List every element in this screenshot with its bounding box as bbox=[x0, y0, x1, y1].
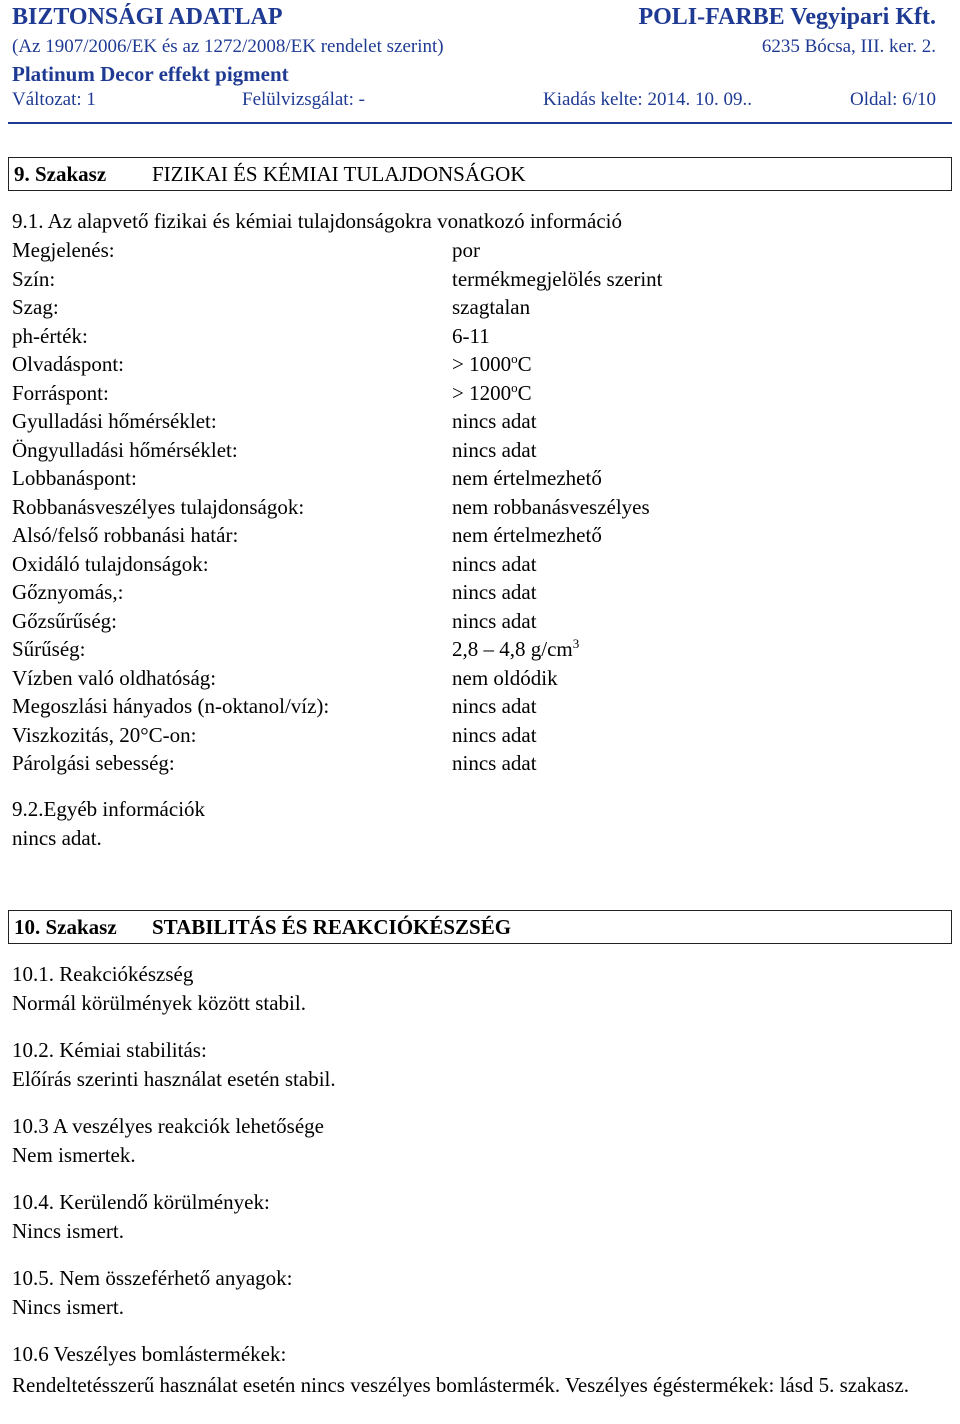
property-row bbox=[12, 694, 952, 722]
property-value bbox=[452, 295, 530, 320]
property-value-text: nem robbanásveszélyes bbox=[452, 494, 650, 519]
property-value-text: 6-11 bbox=[452, 323, 490, 348]
property-label: Gőznyomás,: bbox=[12, 580, 124, 604]
property-value bbox=[452, 723, 537, 748]
property-row bbox=[12, 552, 952, 580]
property-label: Öngyulladási hőmérséklet: bbox=[12, 437, 238, 462]
property-value-text: nem értelmezhető bbox=[452, 523, 602, 547]
section-9-number: 9. Szakasz bbox=[14, 162, 107, 186]
property-value-text: 2,8 – 4,8 g/cm bbox=[452, 637, 573, 661]
property-row bbox=[12, 666, 952, 694]
property-row bbox=[12, 381, 952, 409]
property-label: Megoszlási hányados (n-oktanol/víz): bbox=[12, 694, 330, 718]
property-label: Alsó/felső robbanási határ: bbox=[12, 523, 239, 547]
subsection-10-3-text: Nem ismertek. bbox=[12, 1143, 136, 1167]
property-value-superscript: o bbox=[511, 351, 518, 366]
property-label: Szín: bbox=[12, 266, 56, 291]
property-value-text: nincs adat bbox=[452, 551, 537, 576]
property-row bbox=[12, 609, 952, 637]
property-label: Lobbanáspont: bbox=[12, 466, 137, 490]
property-value-text: termékmegjelölés szerint bbox=[452, 266, 663, 291]
revision-label: Felülvizsgálat: - bbox=[242, 89, 365, 110]
property-label: Sűrűség: bbox=[12, 637, 86, 661]
property-label: Olvadáspont: bbox=[12, 352, 124, 376]
property-value bbox=[452, 694, 537, 719]
subsection-10-4-text: Nincs ismert. bbox=[12, 1219, 124, 1243]
subsection-10-2-text: Előírás szerinti használat esetén stabil. bbox=[12, 1067, 336, 1091]
property-value bbox=[452, 438, 537, 463]
property-value-text: nincs adat bbox=[452, 608, 537, 633]
property-row bbox=[12, 466, 952, 494]
property-row bbox=[12, 495, 952, 523]
product-name: Platinum Decor effekt pigment bbox=[12, 62, 289, 86]
property-label: Viszkozitás, 20°C-on: bbox=[12, 722, 197, 747]
property-value bbox=[452, 552, 537, 577]
property-value bbox=[452, 609, 537, 634]
property-row bbox=[12, 637, 952, 665]
property-value-text: nincs adat bbox=[452, 580, 537, 604]
section-9-title: FIZIKAI ÉS KÉMIAI TULAJDONSÁGOK bbox=[152, 162, 526, 186]
version-label: Változat: 1 bbox=[12, 89, 96, 110]
property-value bbox=[452, 580, 537, 605]
property-label: Oxidáló tulajdonságok: bbox=[12, 551, 209, 576]
company-address: 6235 Bócsa, III. ker. 2. bbox=[761, 36, 936, 57]
section-10-title: STABILITÁS ÉS REAKCIÓKÉSZSÉG bbox=[152, 915, 512, 939]
subsection-10-4-title: 10.4. Kerülendő körülmények: bbox=[12, 1190, 270, 1214]
property-label: Gyulladási hőmérséklet: bbox=[12, 409, 217, 433]
header-divider bbox=[8, 122, 952, 124]
subsection-10-2-title: 10.2. Kémiai stabilitás: bbox=[12, 1038, 207, 1062]
subsection-9-2-title: 9.2.Egyéb információk bbox=[12, 797, 206, 821]
property-label: Vízben való oldhatóság: bbox=[12, 665, 217, 690]
issue-date: Kiadás kelte: 2014. 10. 09.. bbox=[543, 89, 752, 110]
property-label: Párolgási sebesség: bbox=[12, 751, 175, 775]
property-value-text: nincs adat bbox=[452, 437, 537, 462]
property-value bbox=[452, 238, 480, 263]
section-10-number: 10. Szakasz bbox=[14, 915, 117, 939]
property-label: ph-érték: bbox=[12, 323, 88, 348]
property-row bbox=[12, 409, 952, 437]
subsection-10-5-title: 10.5. Nem összeférhető anyagok: bbox=[12, 1266, 293, 1290]
property-value-superscript: 3 bbox=[572, 636, 580, 651]
section-10-header bbox=[8, 910, 952, 944]
property-row bbox=[12, 438, 952, 466]
property-label: Szag: bbox=[12, 295, 59, 319]
company-name: POLI-FARBE Vegyipari Kft. bbox=[638, 4, 936, 30]
property-label: Robbanásveszélyes tulajdonságok: bbox=[12, 494, 305, 519]
property-value bbox=[452, 324, 490, 349]
property-row bbox=[12, 723, 952, 751]
subsection-10-5-text: Nincs ismert. bbox=[12, 1295, 124, 1319]
property-value bbox=[452, 381, 532, 406]
property-value-text: nem értelmezhető bbox=[452, 466, 602, 490]
subsection-9-1-title: 9.1. Az alapvető fizikai és kémiai tulajdonságokra vonatkozó információ bbox=[12, 209, 622, 233]
property-value-text: por bbox=[452, 238, 480, 262]
property-value bbox=[452, 751, 537, 776]
page-number: Oldal: 6/10 bbox=[849, 89, 936, 110]
document-type-title: BIZTONSÁGI ADATLAP bbox=[12, 4, 283, 30]
property-value bbox=[452, 267, 663, 292]
property-value bbox=[452, 352, 532, 377]
regulation-note: (Az 1907/2006/EK és az 1272/2008/EK rendelet szerint) bbox=[12, 36, 444, 57]
section-9-header bbox=[8, 157, 952, 191]
property-value bbox=[452, 637, 579, 662]
property-row bbox=[12, 751, 952, 779]
property-row bbox=[12, 267, 952, 295]
property-row bbox=[12, 523, 952, 551]
property-value-text: nincs adat bbox=[452, 409, 537, 433]
property-value bbox=[452, 666, 558, 691]
subsection-10-6-title: 10.6 Veszélyes bomlástermékek: bbox=[12, 1342, 287, 1366]
property-value bbox=[452, 466, 602, 491]
property-value-text: nincs adat bbox=[452, 751, 537, 775]
property-value-text: > 1000 bbox=[452, 352, 512, 376]
property-row bbox=[12, 580, 952, 608]
property-value-text: > 1200 bbox=[452, 380, 512, 405]
property-value-superscript: o bbox=[511, 379, 518, 395]
property-value-unit: C bbox=[517, 352, 532, 376]
property-value-text: nincs adat bbox=[452, 694, 537, 718]
property-row bbox=[12, 295, 952, 323]
property-value-text: nem oldódik bbox=[452, 665, 558, 690]
subsection-10-3-title: 10.3 A veszélyes reakciók lehetősége bbox=[12, 1114, 324, 1138]
property-label: Forráspont: bbox=[12, 380, 109, 405]
property-label: Gőzsűrűség: bbox=[12, 608, 117, 633]
subsection-10-1-text: Normál körülmények között stabil. bbox=[12, 991, 306, 1015]
subsection-9-2-text: nincs adat. bbox=[12, 826, 102, 850]
property-value-text: nincs adat bbox=[452, 722, 537, 747]
property-value-unit: C bbox=[517, 380, 532, 405]
property-value bbox=[452, 495, 650, 520]
property-label: Megjelenés: bbox=[12, 238, 115, 262]
property-value-text: szagtalan bbox=[452, 295, 531, 319]
subsection-10-6-text: Rendeltetésszerű használat esetén nincs veszélyes bomlástermék. Veszélyes égéstermékek: lásd 5. szakasz. bbox=[12, 1373, 910, 1397]
property-row bbox=[12, 238, 952, 266]
property-row bbox=[12, 324, 952, 352]
property-row bbox=[12, 352, 952, 380]
property-value bbox=[452, 409, 537, 434]
subsection-10-1-title: 10.1. Reakciókészség bbox=[12, 962, 194, 986]
property-value bbox=[452, 523, 602, 548]
